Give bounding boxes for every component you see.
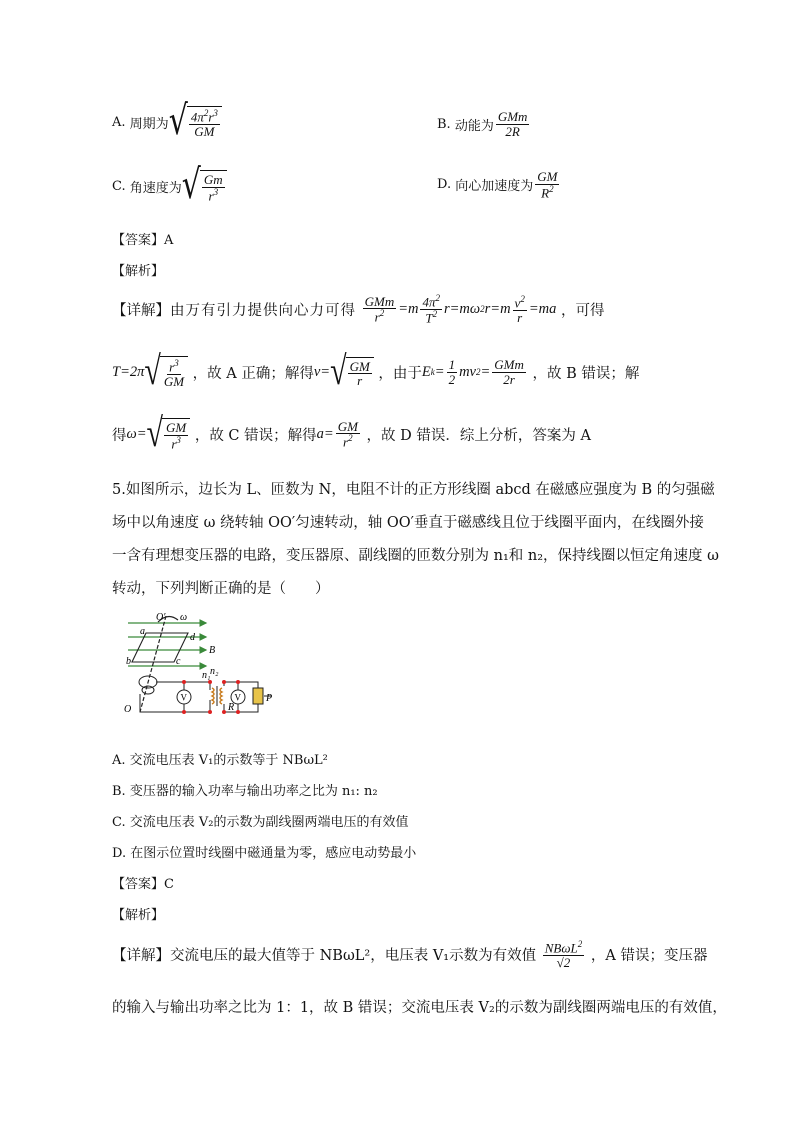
option-label: B. <box>437 116 451 132</box>
analysis-q4 <box>112 260 164 279</box>
detail-text: ，A 错误；变压器 <box>590 948 708 965</box>
q5-line2: 场中以角速度 ω 绕转轴 OO′匀速转动，轴 OO′垂直于磁感线且位于线圈平面内，在线圈外接 <box>112 515 704 531</box>
formula-sqrt-4pi2r3-GM: √ $\frac{4\pi^2r^3}{GM}$ <box>169 106 222 139</box>
detail-q4-line2 <box>112 349 640 394</box>
formula-Ek: E k = $\frac{1}{2}$ mv 2 = $\frac{\text{GMm}}{2r}$ <box>421 357 524 387</box>
primary-coil <box>212 688 214 704</box>
formula-a: a= $\frac{GM}{r^2}$ <box>316 418 358 450</box>
option-5d: D. 在图示位置时线圈中磁通量为零，感应电动势最小 <box>112 846 417 861</box>
analysis-tag: 【解析】 <box>112 908 165 923</box>
option-5a: A. 交流电压表 V₁的示数等于 NBωL² <box>112 753 328 768</box>
option-4a <box>112 97 222 146</box>
detail-text: 交流电压的最大值等于 NBωL²，电压表 V₁示数为有效值 <box>170 948 537 965</box>
option-5b: B. 变压器的输入功率与输出功率之比为 n₁: n₂ <box>112 784 378 799</box>
formula-sqrt-Gm-r3: √ $\frac{Gm}{r^3}$ <box>182 170 227 203</box>
analysis-tag: 【解析】 <box>112 264 165 279</box>
answer-q4 <box>112 229 173 248</box>
detail-text: 由万有引力提供向心力可得 <box>170 302 356 319</box>
q5-line1: 5.如图所示，边长为 L、匝数为 N，电阻不计的正方形线圈 abcd 在磁感应强度为 B 的匀强磁 <box>112 482 715 498</box>
detail-tag: 【详解】 <box>112 302 170 319</box>
answer-tag: 【答案】 <box>112 233 165 248</box>
detail-q4-line1 <box>112 294 604 325</box>
resistor-R <box>253 688 263 704</box>
label-n2: n₂ <box>210 666 219 677</box>
v1-label: V <box>180 692 187 703</box>
label-P: P <box>266 693 273 704</box>
label-a: a <box>140 626 145 637</box>
detail-text: ，故 D 错误．综上分析，答案为 A <box>366 427 591 444</box>
option-label: C. <box>112 178 126 194</box>
label-omega: ω <box>180 612 188 623</box>
option-text: 动能为 <box>454 118 494 134</box>
q5-line4: 转动，下列判断正确的是（ ） <box>112 581 330 597</box>
option-4d <box>437 170 561 200</box>
label-O: O <box>124 704 132 715</box>
detail-text: ，故 C 错误；解得 <box>194 427 317 444</box>
q5-line3: 一含有理想变压器的电路，变压器原、副线圈的匝数分别为 n₁和 n₂，保持线圈以恒定角速度 ω <box>112 548 719 564</box>
answer-value: A <box>164 233 174 248</box>
v2-label: V <box>234 692 241 703</box>
slip-ring <box>142 686 154 694</box>
label-d: d <box>190 632 195 643</box>
option-label: A. <box>112 114 126 130</box>
answer-value: C <box>164 877 174 892</box>
option-text: 角速度为 <box>129 180 182 196</box>
label-O-prime: O′ <box>156 612 166 623</box>
detail-q5-line1 <box>112 940 707 970</box>
detail-text: ，故 A 正确；解得 <box>192 365 314 382</box>
label-R: R <box>228 702 235 713</box>
formula-v: v= √ $\frac{GM}{r}$ <box>314 357 374 388</box>
option-text: 向心加速度为 <box>455 179 534 195</box>
detail-tag: 【详解】 <box>112 948 170 965</box>
secondary-coil <box>220 688 222 704</box>
formula-NBwL2-sqrt2: $\frac{NB\omega L^2}{√2}$ <box>544 939 583 970</box>
formula-GMm-2R: $\frac{\text{GMm}}{2R}$ <box>497 109 528 139</box>
detail-text: ，可得 <box>560 302 605 319</box>
detail-q4-line3 <box>112 411 591 456</box>
label-n1: n₁ <box>202 670 211 681</box>
generator-transformer-figure <box>118 608 278 720</box>
option-4c <box>112 161 227 210</box>
detail-text: ，故 B 错误；解 <box>532 365 640 382</box>
formula-omega: ω= √ $\frac{GM}{r^3}$ <box>127 418 191 451</box>
label-b: b <box>126 656 131 667</box>
option-4b <box>437 110 531 138</box>
label-B: B <box>209 645 216 656</box>
answer-tag: 【答案】 <box>112 877 165 892</box>
detail-text: 得 <box>112 427 127 444</box>
option-text: 周期为 <box>129 116 169 132</box>
formula-GM-R2: $\frac{GM}{R^2}$ <box>537 169 558 200</box>
answer-q5 <box>112 873 174 892</box>
analysis-q5 <box>112 904 164 923</box>
detail-q5-line2: 的输入与输出功率之比为 1：1，故 B 错误；交流电压表 V₂的示数为副线圈两端电压的有效值， <box>112 1000 727 1016</box>
option-5c: C. 交流电压表 V₂的示数为副线圈两端电压的有效值 <box>112 815 409 830</box>
formula-gravity-centripetal: $\frac{\text{GMm}}{r^2}$ =m $\frac{4\pi^2}{T^2}$ r=mω 2 r=m $\frac{v^2}{r}$ =ma <box>364 293 557 326</box>
option-label: D. <box>437 177 452 193</box>
detail-text: ，由于 <box>378 365 422 382</box>
formula-T: T=2π √ $\frac{r^3}{GM}$ <box>112 356 188 389</box>
label-c: c <box>176 656 181 667</box>
